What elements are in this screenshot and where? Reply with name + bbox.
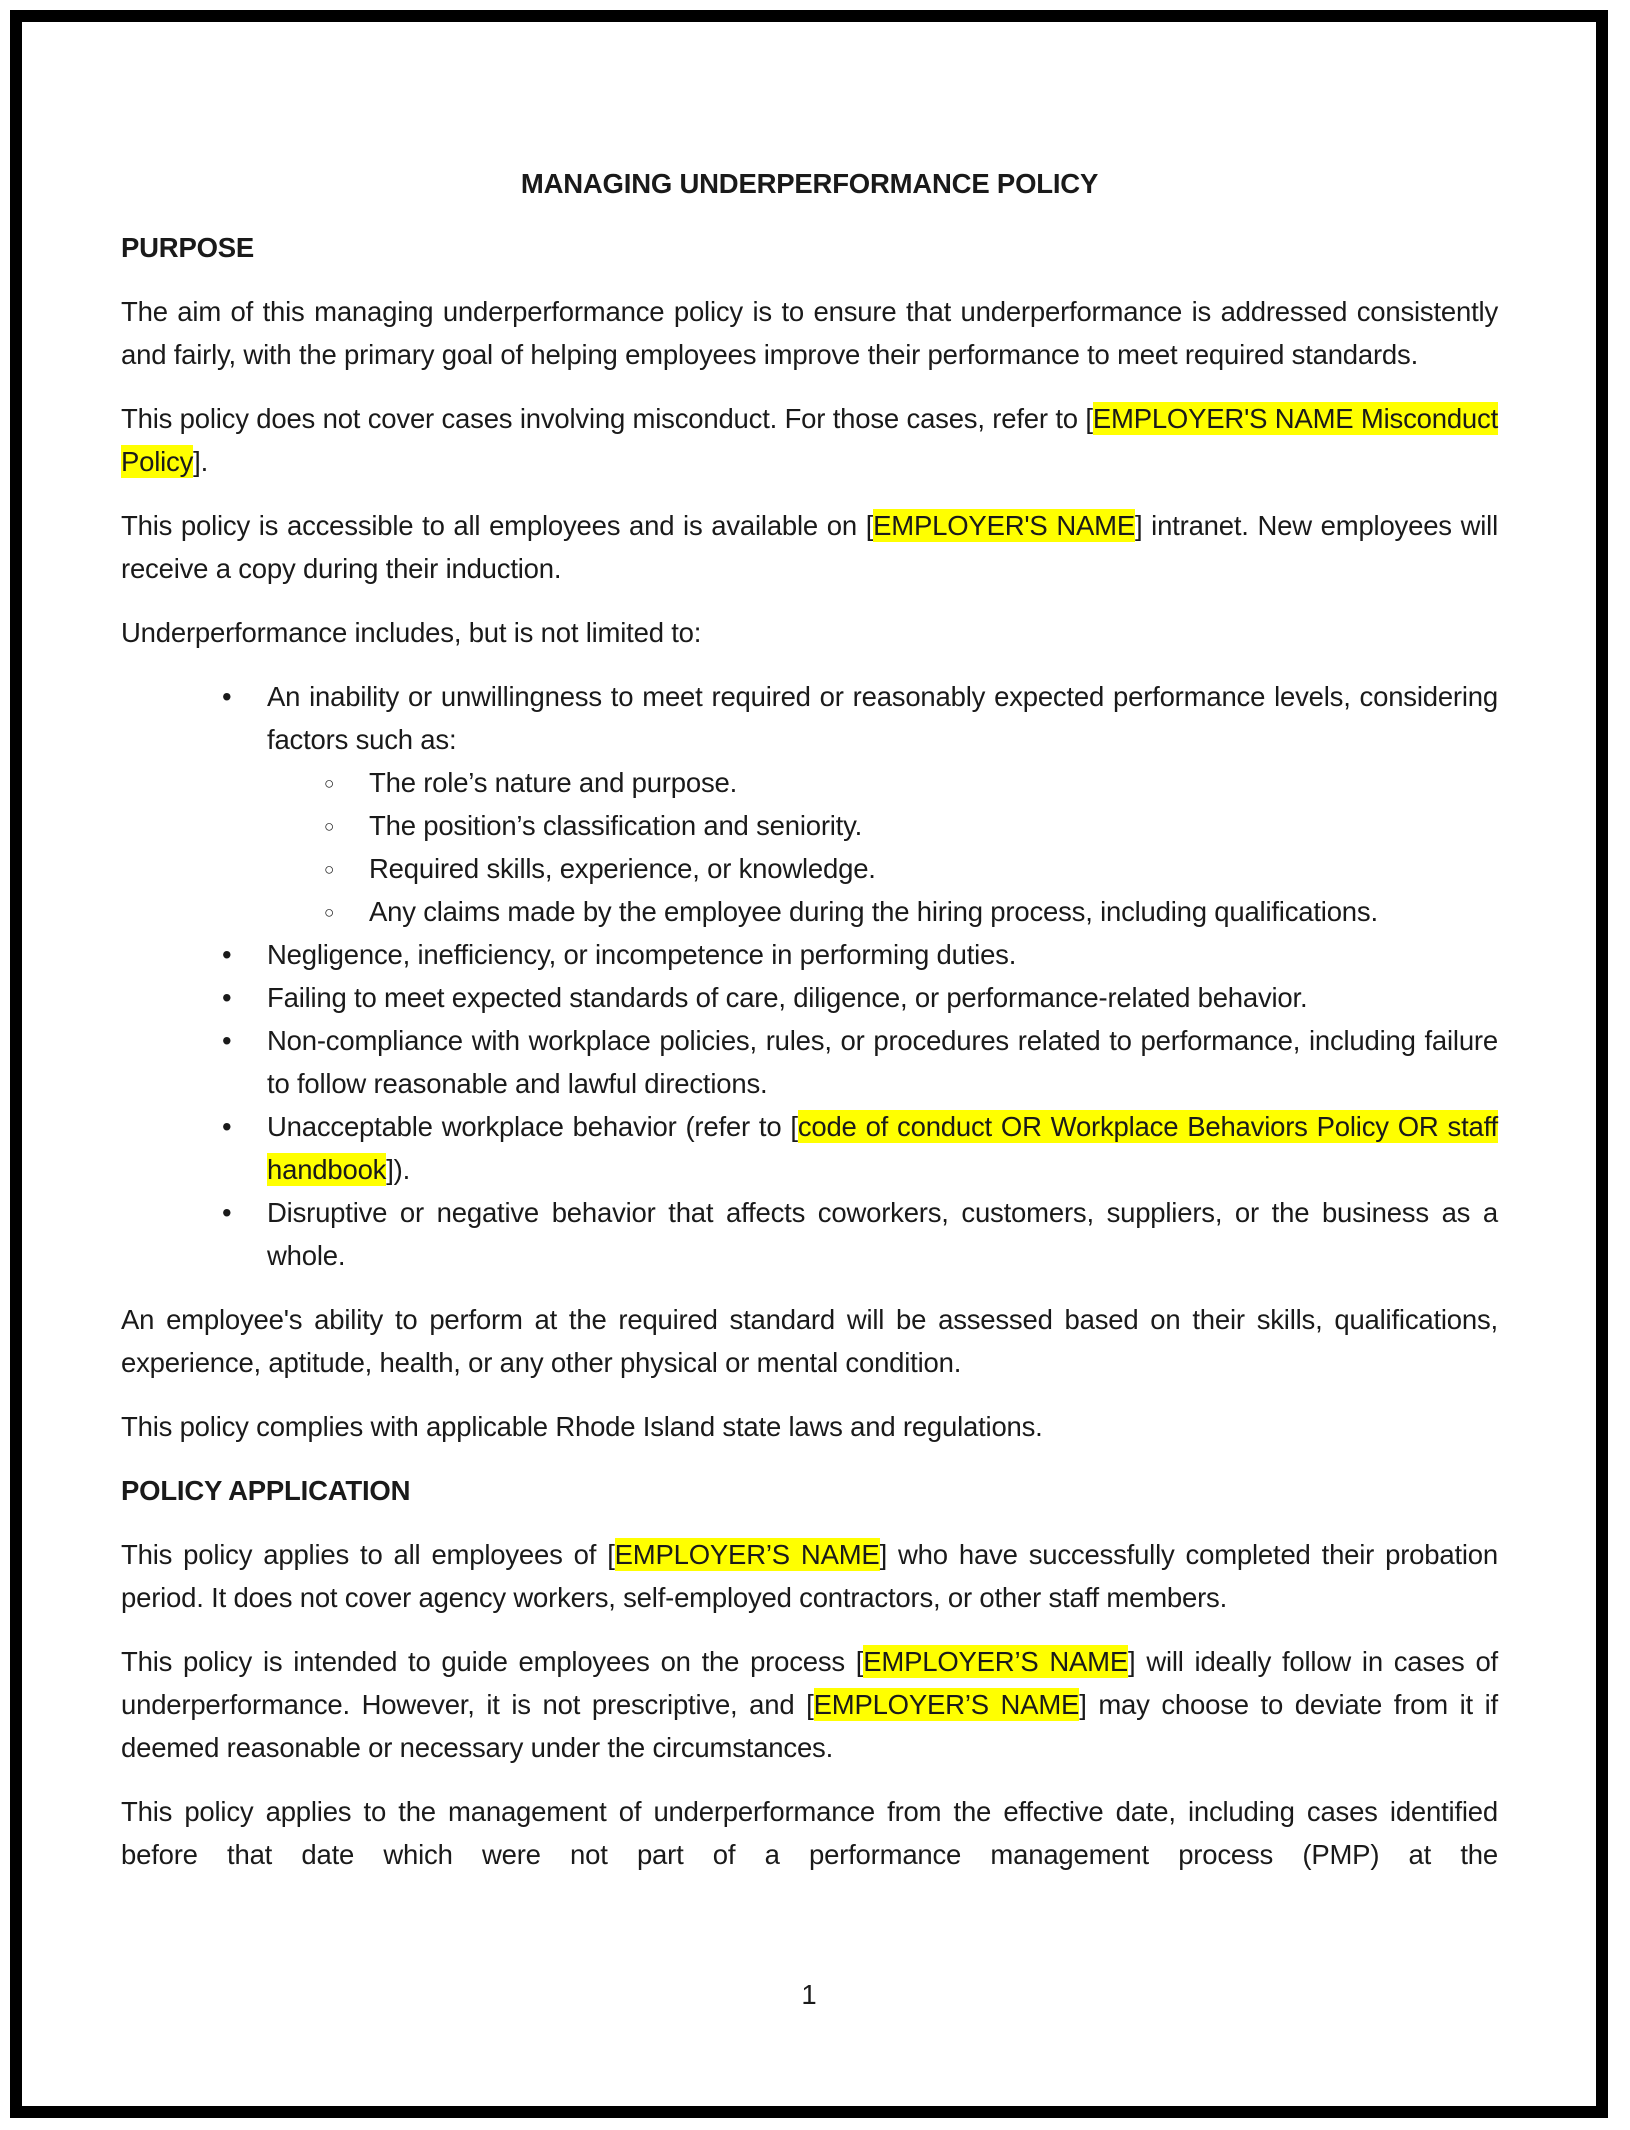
- paragraph-effective-date: This policy applies to the management of underperformance from the effective date, including cases identified before that date which were not part of a performance management process (PMP) at the: [121, 1796, 1498, 1870]
- section-heading-policy-application: POLICY APPLICATION: [121, 1475, 411, 1506]
- text-segment: ].: [193, 446, 209, 477]
- text-segment: ] intranet. New employees will receive a copy during their induction.: [121, 510, 1498, 584]
- list-item-negligence: [121, 933, 1498, 976]
- list-item-text: An inability or unwillingness to meet required or reasonably expected performance levels, considering factors such as:: [267, 681, 1498, 755]
- text-segment: ] will ideally follow in cases of underperformance. However, it is not prescriptive, and [: [121, 1646, 1498, 1720]
- list-item-failing-standards: [121, 976, 1498, 1019]
- list-item-inability: [121, 675, 1498, 761]
- text-segment: This policy does not cover cases involving misconduct. For those cases, refer to [: [121, 403, 1093, 434]
- text-segment: This policy applies to all employees of [: [121, 1539, 615, 1570]
- list-subitem-hiring-claims: [121, 890, 1498, 933]
- list-item-disruptive-behavior: [121, 1191, 1498, 1277]
- paragraph-state-law-compliance: This policy complies with applicable Rhode Island state laws and regulations.: [121, 1411, 1043, 1442]
- circle-bullet-icon: ○: [324, 903, 335, 922]
- document-page: [10, 10, 1608, 2118]
- text-segment: This policy is accessible to all employees and is available on [: [121, 510, 874, 541]
- list-item-text: Non-compliance with workplace policies, rules, or procedures related to performance, including failure to follow reasonable and lawful directions.: [267, 1025, 1498, 1099]
- list-item-text: Required skills, experience, or knowledge.: [369, 853, 876, 884]
- highlight-employer-name: EMPLOYER'S NAME: [873, 510, 1135, 541]
- list-subitem-required-skills: [121, 847, 1498, 890]
- paragraph-underperformance-intro: Underperformance includes, but is not limited to:: [121, 617, 702, 648]
- section-heading-purpose: PURPOSE: [121, 232, 255, 263]
- paragraph-policy-aim: The aim of this managing underperformance policy is to ensure that underperformance is addressed consistently and fairly, with the primary goal of helping employees improve their performance to meet required standards.: [121, 296, 1498, 370]
- list-item-non-compliance: [121, 1019, 1498, 1105]
- list-item-text: Failing to meet expected standards of care, diligence, or performance-related behavior.: [267, 982, 1308, 1013]
- highlight-code-of-conduct-reference: code of conduct OR Workplace Behaviors Policy OR staff handbook: [267, 1111, 1498, 1185]
- highlight-employer-name: EMPLOYER’S NAME: [813, 1689, 1080, 1720]
- list-item-text: The role’s nature and purpose.: [369, 767, 738, 798]
- list-item-text: The position’s classification and seniority.: [369, 810, 863, 841]
- list-item-text: Unacceptable workplace behavior (refer to [: [267, 1111, 798, 1142]
- bullet-icon: •: [222, 681, 232, 712]
- text-segment: ] who have successfully completed their probation period. It does not cover agency workers, self-employed contractors, or other staff members.: [121, 1539, 1498, 1613]
- paragraph-misconduct-exclusion: [121, 397, 1498, 483]
- list-item-text: Negligence, inefficiency, or incompetence in performing duties.: [267, 939, 1017, 970]
- highlight-employer-name: EMPLOYER’S NAME: [614, 1539, 880, 1570]
- document-title: MANAGING UNDERPERFORMANCE POLICY: [520, 168, 1099, 199]
- bullet-icon: •: [222, 1111, 232, 1142]
- paragraph-policy-accessibility: [121, 504, 1498, 590]
- underperformance-list: [121, 675, 1498, 1277]
- paragraph-ability-assessment: An employee's ability to perform at the required standard will be assessed based on their skills, qualifications, experience, aptitude, health, or any other physical or mental condition.: [121, 1304, 1498, 1378]
- list-subitem-position-classification: [121, 804, 1498, 847]
- text-segment: ] may choose to deviate from it if deemed reasonable or necessary under the circumstances.: [121, 1689, 1498, 1763]
- page-number: 1: [801, 1979, 817, 2010]
- document-content: [22, 22, 1596, 1876]
- bullet-icon: •: [222, 982, 232, 1013]
- list-item-text: Any claims made by the employee during the hiring process, including qualifications.: [369, 896, 1378, 927]
- list-subitem-role-nature: [121, 761, 1498, 804]
- paragraph-applies-to-employees: [121, 1533, 1498, 1619]
- bullet-icon: •: [222, 1197, 232, 1228]
- highlight-employer-name-misconduct-policy: EMPLOYER'S NAME Misconduct Policy: [121, 403, 1499, 477]
- circle-bullet-icon: ○: [324, 860, 335, 879]
- circle-bullet-icon: ○: [324, 817, 335, 836]
- list-item-text: Disruptive or negative behavior that affects coworkers, customers, suppliers, or the business as a whole.: [267, 1197, 1498, 1271]
- list-item-unacceptable-behavior: [121, 1105, 1498, 1191]
- bullet-icon: •: [222, 1025, 232, 1056]
- circle-bullet-icon: ○: [324, 774, 335, 793]
- highlight-employer-name: EMPLOYER’S NAME: [863, 1646, 1129, 1677]
- paragraph-process-guidance: [121, 1640, 1498, 1769]
- list-item-text: ]).: [386, 1154, 411, 1185]
- text-segment: This policy is intended to guide employees on the process [: [121, 1646, 864, 1677]
- bullet-icon: •: [222, 939, 232, 970]
